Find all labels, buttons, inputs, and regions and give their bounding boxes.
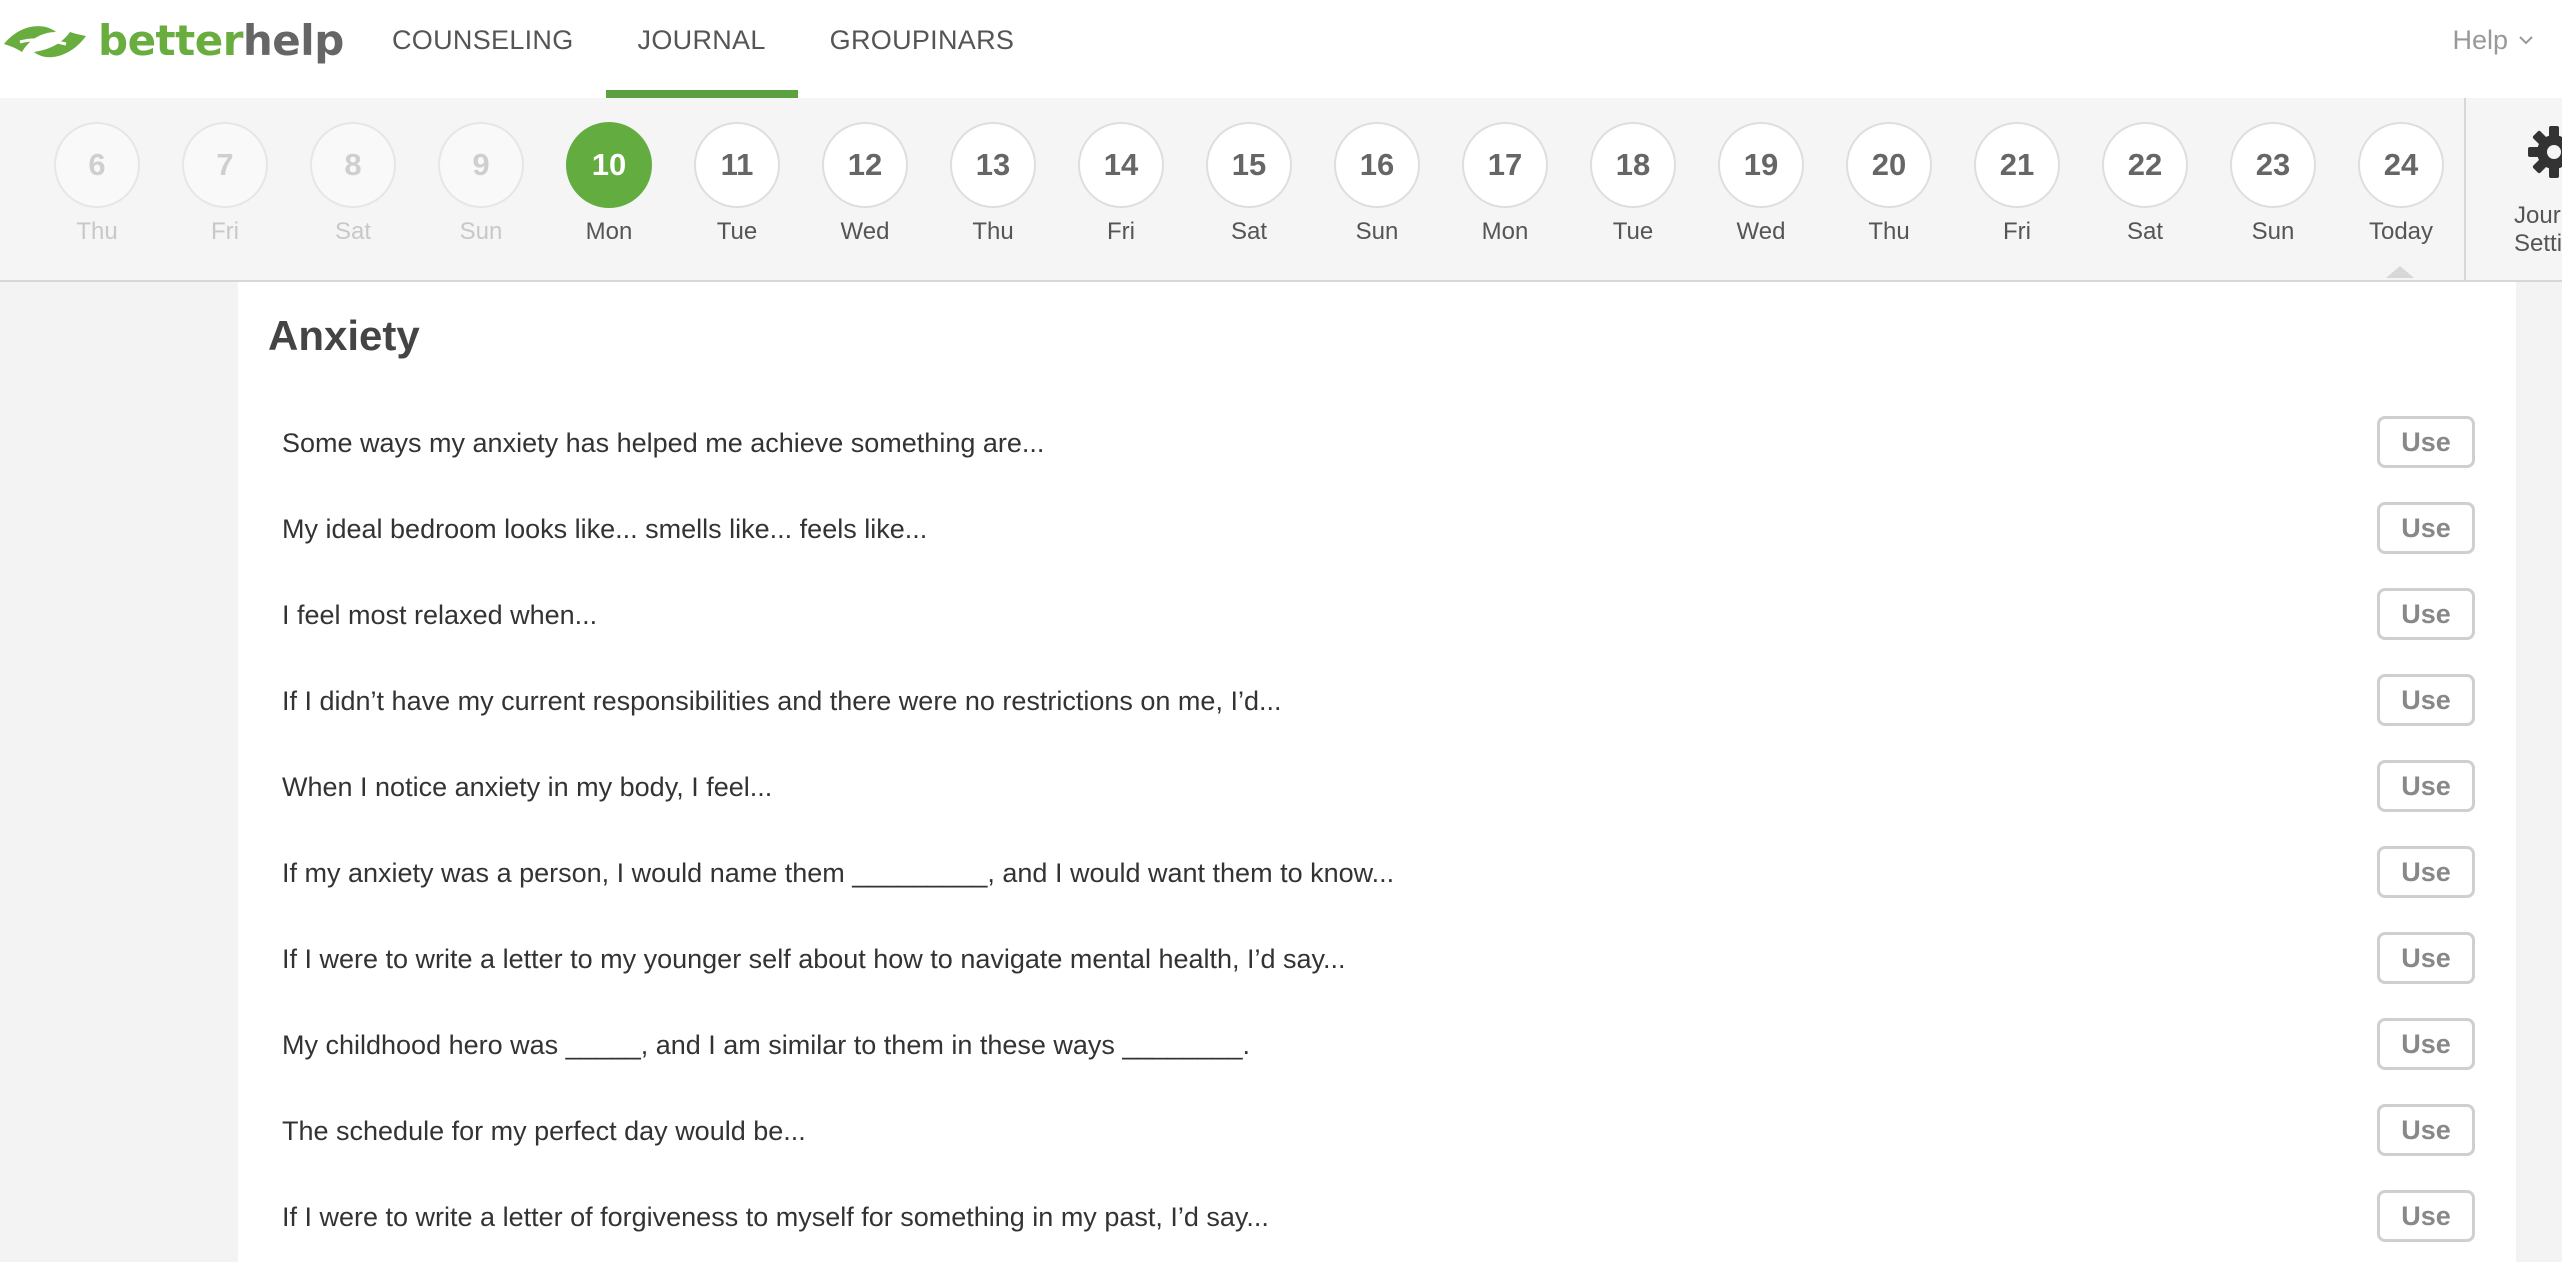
day-number[interactable]: 14 bbox=[1078, 122, 1164, 208]
nav-groupinars[interactable]: GROUPINARS bbox=[829, 25, 1015, 55]
day-number[interactable]: 9 bbox=[438, 122, 524, 208]
day-24[interactable] bbox=[2356, 122, 2446, 246]
day-name: Thu bbox=[1868, 218, 1910, 245]
prompt-row bbox=[238, 1104, 2516, 1164]
today-indicator bbox=[2386, 266, 2414, 278]
prompt-row bbox=[238, 760, 2516, 820]
use-prompt-button[interactable]: Use bbox=[2377, 760, 2475, 812]
day-name: Thu bbox=[972, 218, 1014, 245]
day-12[interactable] bbox=[820, 122, 910, 246]
logo-wordmark: betterhelp bbox=[98, 16, 344, 65]
day-number[interactable]: 19 bbox=[1718, 122, 1804, 208]
chevron-down-icon bbox=[2518, 35, 2534, 45]
prompt-text: The schedule for my perfect day would be... bbox=[282, 1116, 806, 1146]
day-name: Fri bbox=[2003, 218, 2031, 245]
use-prompt-button[interactable]: Use bbox=[2377, 588, 2475, 640]
use-prompt-button[interactable]: Use bbox=[2377, 674, 2475, 726]
day-10[interactable] bbox=[564, 122, 654, 246]
day-8[interactable] bbox=[308, 122, 398, 246]
help-menu[interactable] bbox=[2452, 0, 2534, 80]
day-number[interactable]: 8 bbox=[310, 122, 396, 208]
prompt-row bbox=[238, 1018, 2516, 1078]
gear-icon bbox=[2526, 124, 2562, 180]
day-number[interactable]: 23 bbox=[2230, 122, 2316, 208]
help-label: Help bbox=[2452, 25, 2508, 55]
prompt-text: If my anxiety was a person, I would name them _________, and I would want them to know... bbox=[282, 858, 1395, 888]
nav-counseling[interactable]: COUNSELING bbox=[392, 25, 574, 55]
day-14[interactable] bbox=[1076, 122, 1166, 246]
date-strip bbox=[0, 98, 2562, 282]
day-18[interactable] bbox=[1588, 122, 1678, 246]
day-number[interactable]: 17 bbox=[1462, 122, 1548, 208]
day-23[interactable] bbox=[2228, 122, 2318, 246]
day-number[interactable]: 13 bbox=[950, 122, 1036, 208]
top-header bbox=[0, 0, 2562, 99]
day-name: Tue bbox=[1612, 218, 1654, 245]
day-6[interactable] bbox=[52, 122, 142, 246]
day-name: Wed bbox=[840, 218, 890, 245]
day-number[interactable]: 6 bbox=[54, 122, 140, 208]
main-nav bbox=[360, 0, 1046, 98]
prompt-row bbox=[238, 502, 2516, 562]
day-number[interactable]: 16 bbox=[1334, 122, 1420, 208]
day-name: Tue bbox=[716, 218, 758, 245]
day-name: Sat bbox=[2126, 218, 2164, 245]
day-name: Mon bbox=[1481, 218, 1529, 245]
day-16[interactable] bbox=[1332, 122, 1422, 246]
day-name: Wed bbox=[1736, 218, 1786, 245]
prompt-row bbox=[238, 416, 2516, 476]
day-name: Sun bbox=[1355, 218, 1399, 245]
nav-journal[interactable]: JOURNAL bbox=[606, 0, 798, 98]
day-21[interactable] bbox=[1972, 122, 2062, 246]
prompt-text: My ideal bedroom looks like... smells like... feels like... bbox=[282, 514, 928, 544]
day-number[interactable]: 21 bbox=[1974, 122, 2060, 208]
use-prompt-button[interactable]: Use bbox=[2377, 1104, 2475, 1156]
use-prompt-button[interactable]: Use bbox=[2377, 1190, 2475, 1242]
prompt-text: If I were to write a letter to my younger self about how to navigate mental health, I’d say... bbox=[282, 944, 1346, 974]
day-number[interactable]: 22 bbox=[2102, 122, 2188, 208]
day-17[interactable] bbox=[1460, 122, 1550, 246]
betterhelp-logo[interactable] bbox=[0, 16, 344, 66]
day-name: Sat bbox=[334, 218, 372, 245]
day-number[interactable]: 7 bbox=[182, 122, 268, 208]
prompt-text: If I didn’t have my current responsibilities and there were no restrictions on me, I’d... bbox=[282, 686, 1282, 716]
prompt-row bbox=[238, 588, 2516, 648]
day-number[interactable]: 24 bbox=[2358, 122, 2444, 208]
use-prompt-button[interactable]: Use bbox=[2377, 846, 2475, 898]
day-15[interactable] bbox=[1204, 122, 1294, 246]
prompt-row bbox=[238, 846, 2516, 906]
use-prompt-button[interactable]: Use bbox=[2377, 1018, 2475, 1070]
day-name: Sun bbox=[459, 218, 503, 245]
day-20[interactable] bbox=[1844, 122, 1934, 246]
day-name: Today bbox=[2368, 218, 2434, 245]
day-9[interactable] bbox=[436, 122, 526, 246]
day-number[interactable]: 18 bbox=[1590, 122, 1676, 208]
day-13[interactable] bbox=[948, 122, 1038, 246]
day-name: Fri bbox=[1107, 218, 1135, 245]
prompt-text: When I notice anxiety in my body, I feel... bbox=[282, 772, 773, 802]
journal-settings-label: Jour Setti bbox=[2514, 202, 2562, 257]
day-number[interactable]: 12 bbox=[822, 122, 908, 208]
day-number[interactable]: 20 bbox=[1846, 122, 1932, 208]
prompt-text: I feel most relaxed when... bbox=[282, 600, 598, 630]
journal-settings-button[interactable] bbox=[2464, 98, 2562, 280]
day-name: Thu bbox=[76, 218, 118, 245]
use-prompt-button[interactable]: Use bbox=[2377, 416, 2475, 468]
prompt-row bbox=[238, 674, 2516, 734]
day-7[interactable] bbox=[180, 122, 270, 246]
day-name: Mon bbox=[585, 218, 633, 245]
day-number[interactable]: 15 bbox=[1206, 122, 1292, 208]
use-prompt-button[interactable]: Use bbox=[2377, 502, 2475, 554]
prompts-panel bbox=[238, 282, 2516, 1262]
prompt-row bbox=[238, 1190, 2516, 1250]
prompt-text: If I were to write a letter of forgiveness to myself for something in my past, I’d say... bbox=[282, 1202, 1269, 1232]
day-number[interactable]: 11 bbox=[694, 122, 780, 208]
day-22[interactable] bbox=[2100, 122, 2190, 246]
day-number[interactable]: 10 bbox=[566, 122, 652, 208]
day-19[interactable] bbox=[1716, 122, 1806, 246]
prompt-text: Some ways my anxiety has helped me achieve something are... bbox=[282, 428, 1045, 458]
day-11[interactable] bbox=[692, 122, 782, 246]
use-prompt-button[interactable]: Use bbox=[2377, 932, 2475, 984]
prompt-row bbox=[238, 932, 2516, 992]
logo-leaf-icon bbox=[0, 18, 90, 64]
day-name: Sat bbox=[1230, 218, 1268, 245]
day-name: Sun bbox=[2251, 218, 2295, 245]
prompt-text: My childhood hero was _____, and I am similar to them in these ways ________. bbox=[282, 1030, 1251, 1060]
day-name: Fri bbox=[211, 218, 239, 245]
section-title: Anxiety bbox=[268, 312, 420, 359]
